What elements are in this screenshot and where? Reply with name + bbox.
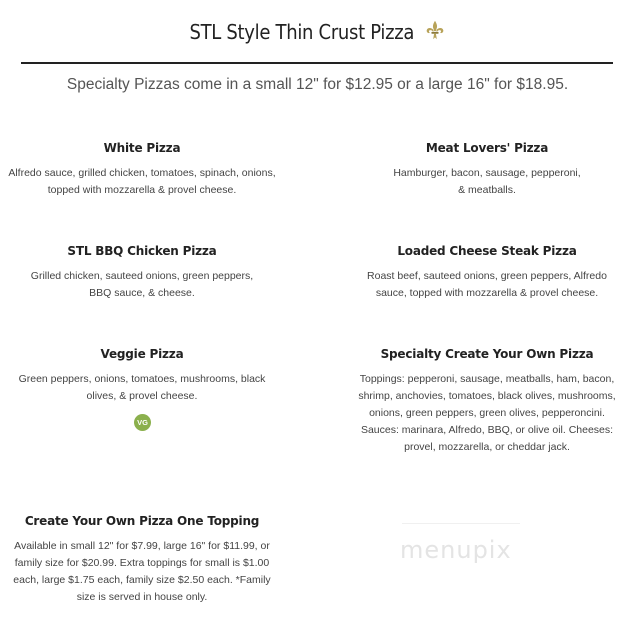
menu-item-description: Available in small 12" for $7.99, large 16" for $11.99, or family size for $20.99. Extra toppings for small is $1.00 each, large $1.75 each, family size $2.50 each. *Family size is served in house only. bbox=[13, 540, 271, 603]
menu-item bbox=[352, 141, 622, 199]
pricing-note: Specialty Pizzas come in a small 12" for $12.95 or a large 16" for $18.95. bbox=[66, 76, 569, 93]
menu-item bbox=[7, 347, 277, 405]
menupix-watermark: menupix bbox=[400, 536, 512, 564]
menu-item-description: Toppings: pepperoni, sausage, meatballs, ham, bacon, shrimp, anchovies, tomatoes, black olives, mushrooms, onions, green peppers, green olives, pepperoncini. Sauces: marinara, Alfredo, BBQ, or olive oil. Cheeses: provel, mozzarella, or cheddar jack. bbox=[358, 373, 616, 453]
menu-item bbox=[352, 347, 622, 456]
menu-item bbox=[7, 514, 277, 606]
header-divider bbox=[21, 62, 613, 64]
page-title bbox=[0, 20, 635, 47]
menu-item-name: Loaded Cheese Steak Pizza bbox=[397, 244, 577, 258]
fleur-de-lis-icon bbox=[424, 20, 446, 47]
vegetarian-badge: VG bbox=[134, 414, 151, 431]
menu-item-description: Roast beef, sauteed onions, green peppers, Alfredo sauce, topped with mozzarella & provel cheese. bbox=[367, 270, 607, 299]
page-title-text: STL Style Thin Crust Pizza bbox=[189, 20, 415, 44]
menu-item-description: Alfredo sauce, grilled chicken, tomatoes, spinach, onions, topped with mozzarella & provel cheese. bbox=[8, 167, 276, 196]
menu-item bbox=[352, 244, 622, 302]
menu-item-name: Veggie Pizza bbox=[100, 347, 184, 361]
menu-item-description: Grilled chicken, sauteed onions, green peppers, BBQ sauce, & cheese. bbox=[30, 270, 254, 299]
menu-item-description: Green peppers, onions, tomatoes, mushrooms, black olives, & provel cheese. bbox=[18, 373, 266, 402]
menu-item-name: Specialty Create Your Own Pizza bbox=[380, 347, 594, 361]
menu-item bbox=[7, 141, 277, 199]
watermark-line bbox=[402, 523, 520, 524]
menu-item bbox=[7, 244, 277, 302]
menu-item-name: White Pizza bbox=[103, 141, 181, 155]
menu-item-name: STL BBQ Chicken Pizza bbox=[67, 244, 217, 258]
menu-item-name: Meat Lovers' Pizza bbox=[425, 141, 549, 155]
menu-item-name: Create Your Own Pizza One Topping bbox=[24, 514, 260, 528]
menu-item-description: Hamburger, bacon, sausage, pepperoni, & meatballs. bbox=[393, 167, 581, 196]
